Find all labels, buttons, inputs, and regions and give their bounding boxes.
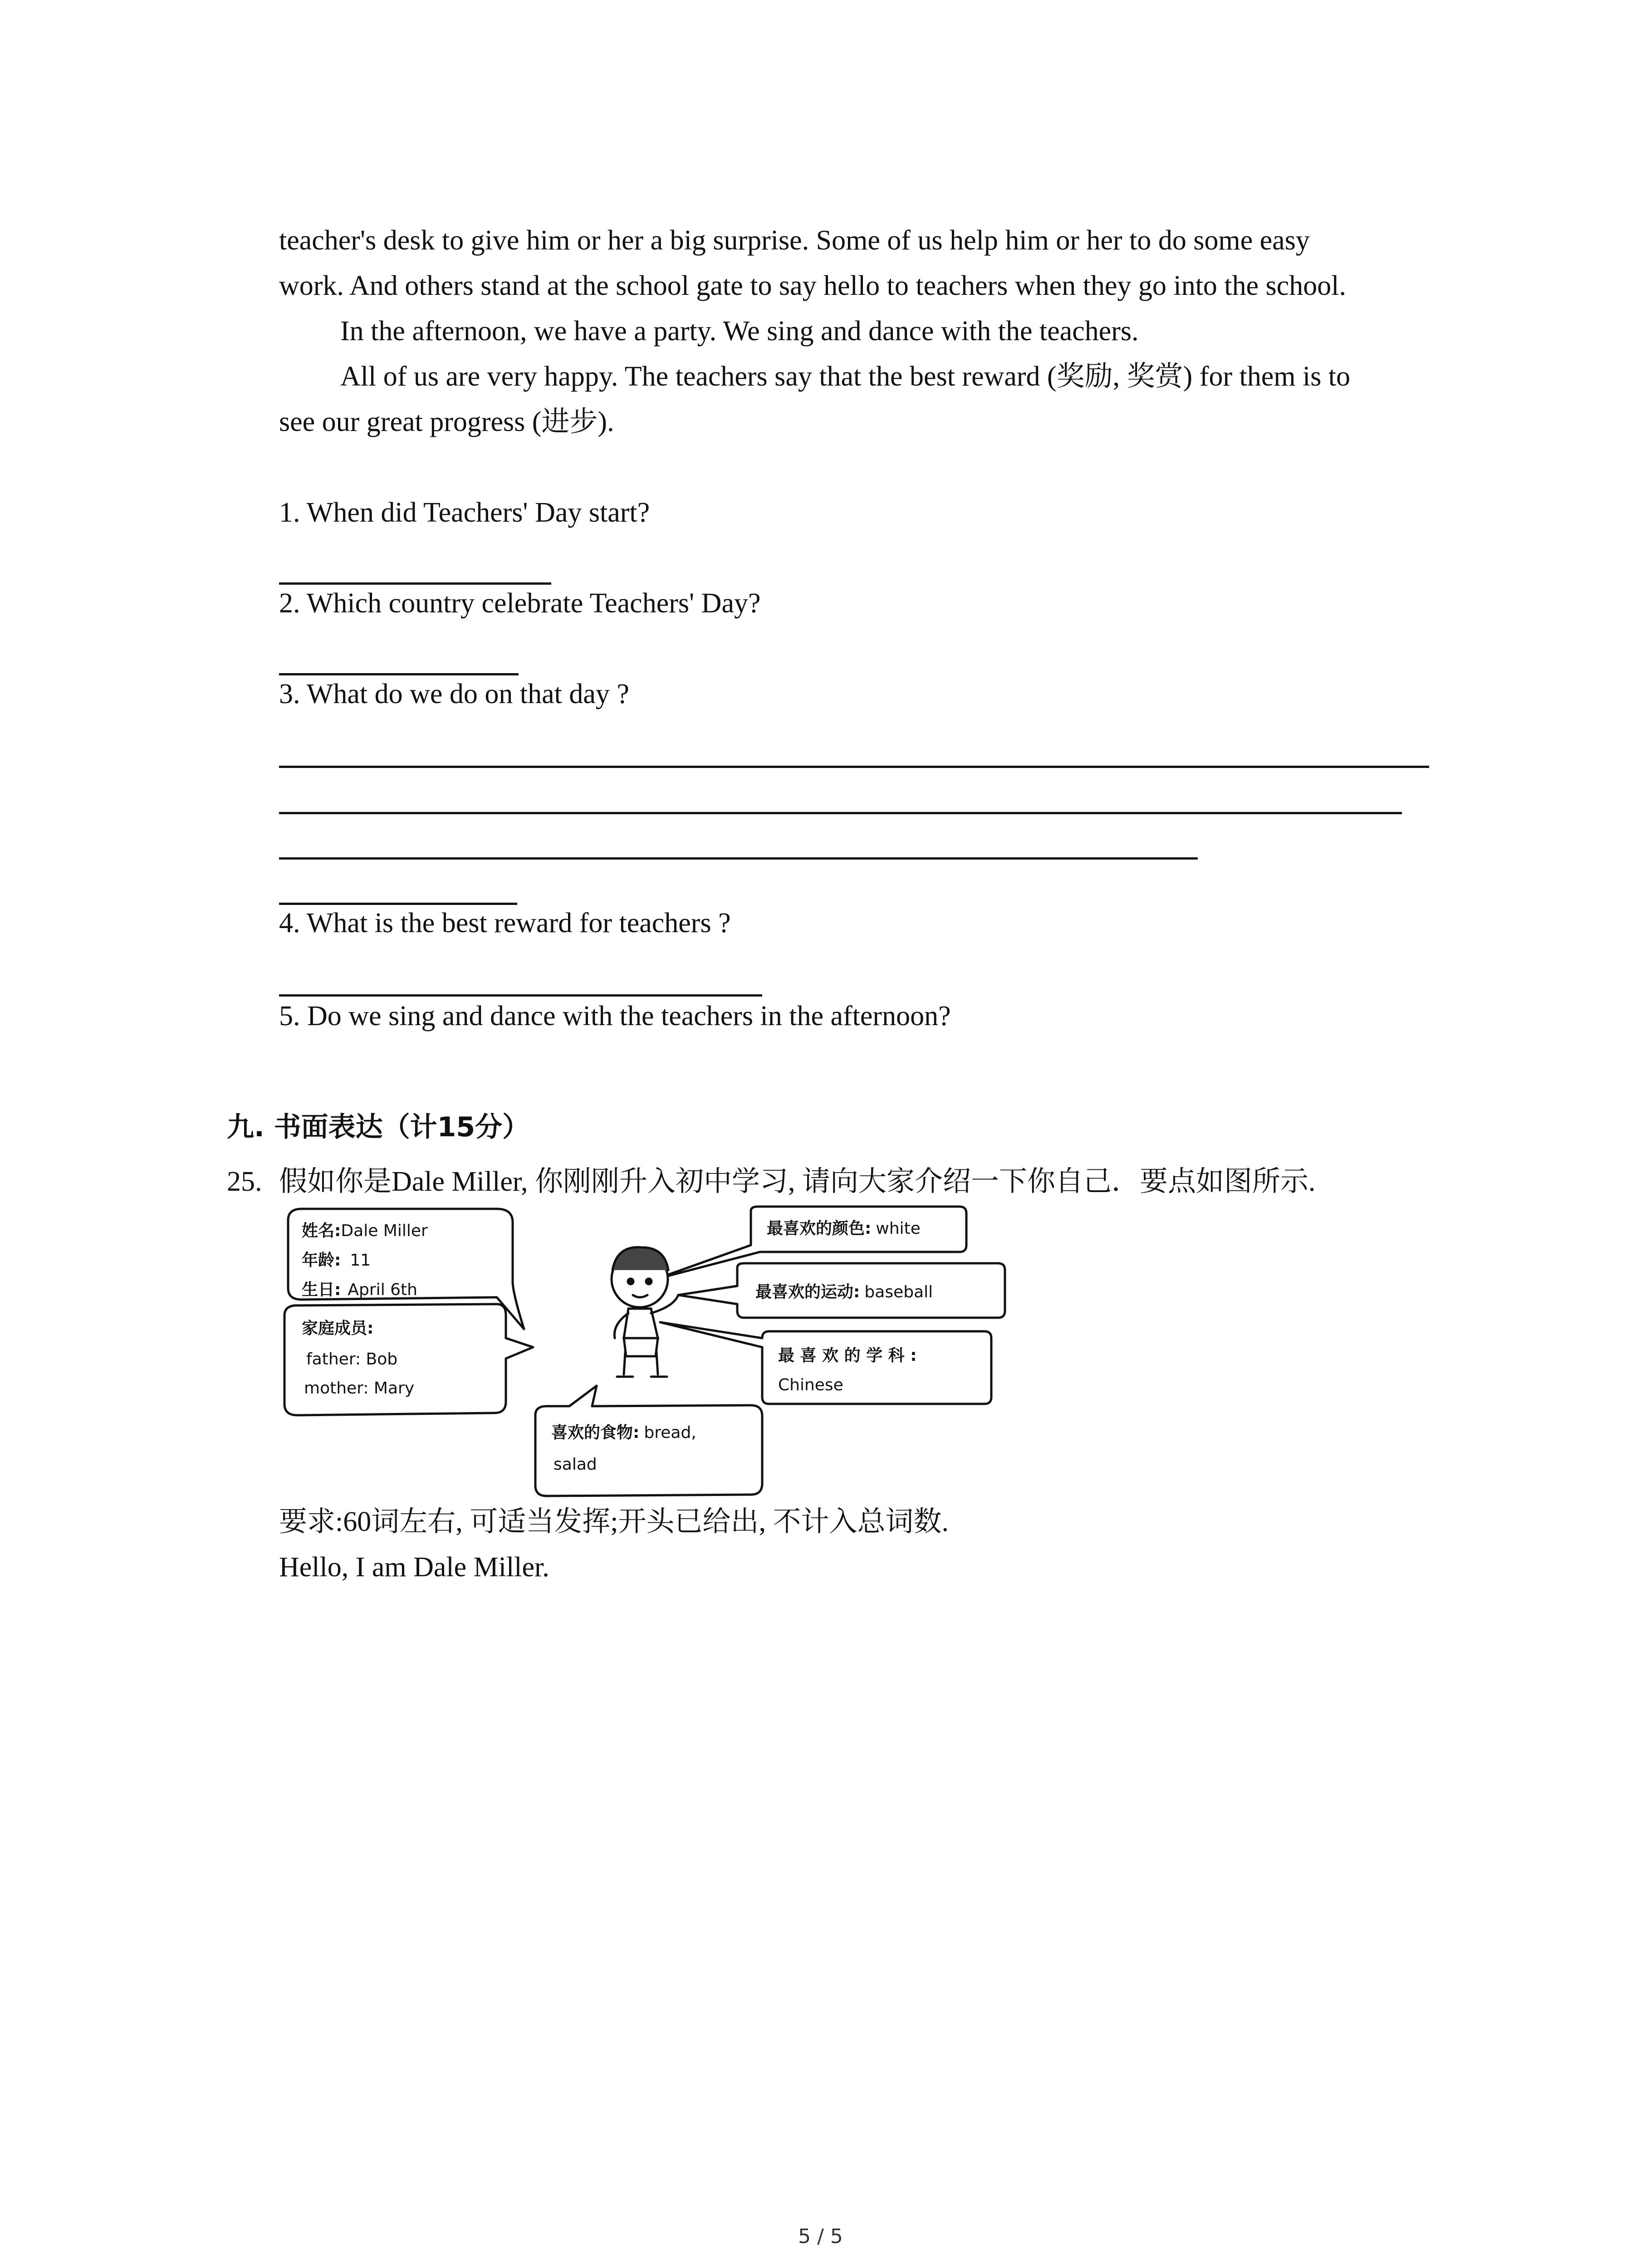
sport-label: 最喜欢的运动: xyxy=(755,1283,860,1301)
svg-text:生日:April 6th xyxy=(302,1281,417,1299)
subject-value: Chinese xyxy=(778,1376,843,1394)
family-father: father: Bob xyxy=(306,1350,398,1369)
passage-line-1: teacher's desk to give him or her a big surprise. Some of us help him or her to do some easy xyxy=(279,225,1310,256)
question-1: 1. When did Teachers' Day start? xyxy=(279,497,650,528)
task-number: 25. xyxy=(227,1166,262,1197)
sport-value: baseball xyxy=(864,1283,933,1301)
question-5: 5. Do we sing and dance with the teachers in the afternoon? xyxy=(279,1001,951,1031)
page-number: 5 / 5 xyxy=(798,2225,843,2248)
color-bubble xyxy=(656,1207,966,1279)
passage-line-4: All of us are very happy. The teachers say that the best reward (奖励, 奖赏) for them is to xyxy=(340,361,1351,392)
requirements: 要求:60词左右, 可适当发挥;开头已给出, 不计入总词数. xyxy=(279,1506,949,1537)
food-value-2: salad xyxy=(554,1455,597,1474)
family-label: 家庭成员: xyxy=(302,1319,374,1338)
color-label: 最喜欢的颜色: xyxy=(767,1219,872,1238)
svg-text:喜欢的食物:bread, xyxy=(551,1423,696,1442)
profile-figure-svg xyxy=(279,1202,1014,1501)
passage-line-5: see our great progress (进步). xyxy=(279,406,614,437)
boy-illustration xyxy=(612,1247,678,1377)
color-value: white xyxy=(876,1219,921,1238)
opening-sentence: Hello, I am Dale Miller. xyxy=(279,1552,549,1583)
task-text: 假如你是Dale Miller, 你刚刚升入初中学习, 请向大家介绍一下你自己．要点如图所示. xyxy=(279,1166,1316,1197)
answer-line-3b[interactable] xyxy=(279,812,1402,814)
question-3: 3. What do we do on that day ? xyxy=(279,679,629,709)
name-value: Dale Miller xyxy=(341,1222,428,1240)
birthday-value: April 6th xyxy=(348,1281,417,1299)
age-label: 年龄: xyxy=(302,1251,341,1270)
food-label: 喜欢的食物: xyxy=(551,1423,640,1442)
section-title: 九. 书面表达（计15分） xyxy=(227,1111,530,1143)
question-2: 2. Which country celebrate Teachers' Day? xyxy=(279,588,761,619)
family-mother: mother: Mary xyxy=(304,1379,415,1398)
age-value: 11 xyxy=(350,1251,371,1270)
svg-text:年龄:11 xyxy=(302,1251,371,1270)
task-prompt xyxy=(227,1159,1316,1204)
answer-line-3a[interactable] xyxy=(279,766,1429,768)
name-label: 姓名: xyxy=(302,1222,341,1240)
svg-text:最喜欢的颜色:white xyxy=(767,1219,921,1238)
svg-text:最喜欢的运动:baseball xyxy=(755,1283,933,1301)
food-value: bread, xyxy=(644,1423,696,1442)
profile-figure xyxy=(279,1202,1014,1501)
svg-text:姓名:Dale Miller xyxy=(302,1222,428,1240)
passage-line-3: In the afternoon, we have a party. We sing and dance with the teachers. xyxy=(340,316,1139,347)
question-4: 4. What is the best reward for teachers ? xyxy=(279,908,731,938)
passage-line-2: work. And others stand at the school gate to say hello to teachers when they go into the school. xyxy=(279,270,1347,301)
subject-label: 最 喜 欢 的 学 科 : xyxy=(778,1346,917,1365)
answer-line-3c[interactable] xyxy=(279,857,1198,860)
birthday-label: 生日: xyxy=(302,1281,341,1299)
